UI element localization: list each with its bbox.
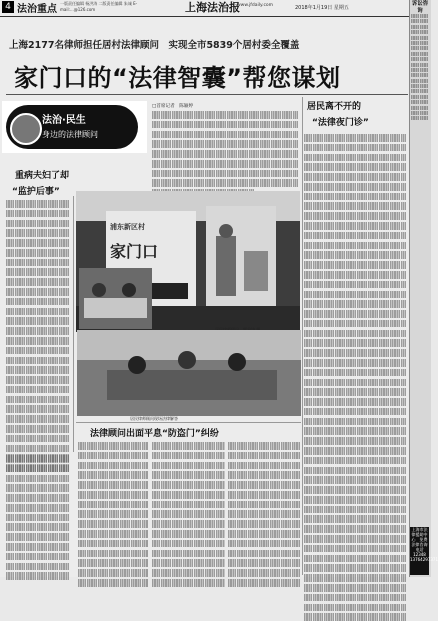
photo-caption-bottom: 居民律师顾问现场法律解答	[130, 416, 178, 421]
page-header	[0, 0, 409, 17]
subheading-guardianship-2: “监护后事”	[12, 187, 60, 197]
editor-info: 一版责任编辑 杨洪涛 二版责任编辑 朱诚 E-mail:...@126.com	[60, 1, 138, 12]
masthead: 上海法治报	[185, 1, 240, 14]
bottom-subheading: 法律顾问出面平息“防盗门”纠纷	[90, 429, 219, 439]
rail-contact-block: 上海市法律援助中心 免费法律咨询电话 12348 13764297371	[410, 527, 429, 575]
section-name: 法治重点	[17, 4, 57, 15]
banner-logo-icon	[10, 113, 42, 145]
section-number: 4	[2, 1, 14, 13]
column-divider	[73, 196, 74, 452]
byline: □首席记者 陈颖婷	[152, 104, 194, 109]
photo-sign-title: 浦东新区村	[110, 223, 145, 231]
bottom-column-1	[78, 442, 148, 575]
column-banner	[2, 101, 147, 153]
subheading-night-clinic-2: “法律夜门诊”	[312, 118, 369, 128]
article-headline: 家门口的“法律智囊”帮您谋划	[14, 64, 341, 92]
issue-date: 2018年1月19日 星期五	[295, 5, 349, 11]
photo-sign-big: 家门口	[110, 242, 159, 261]
headline-rule	[6, 94, 408, 95]
banner-subtitle: 身边的法律顾问	[42, 130, 98, 139]
banner-title: 法治·民生	[42, 115, 86, 126]
rail-text	[411, 14, 428, 524]
second-photo	[77, 330, 301, 416]
subheading-guardianship-1: 重病夫妇了却	[15, 171, 70, 181]
bottom-column-2	[152, 442, 225, 575]
subheading-night-clinic-1: 居民离不开的	[307, 102, 362, 112]
right-column-text	[304, 134, 406, 574]
left-bottom-text	[6, 455, 70, 575]
masthead-url[interactable]: www.jfdaily.com	[237, 3, 274, 8]
article-kicker: 上海2177名律师担任居村法律顾问 实现全市5839个居村委全覆盖	[9, 40, 300, 51]
small-photo-art	[79, 268, 152, 329]
lead-text	[152, 111, 298, 188]
banner-pill	[6, 105, 138, 149]
left-column-text	[6, 200, 70, 450]
second-photo-art	[77, 330, 301, 416]
right-column-divider	[302, 97, 303, 575]
small-photo	[79, 268, 152, 329]
bottom-column-3	[228, 442, 300, 575]
bottom-section-rule	[76, 422, 301, 423]
rail-title: 诉讼咨询	[411, 1, 429, 14]
